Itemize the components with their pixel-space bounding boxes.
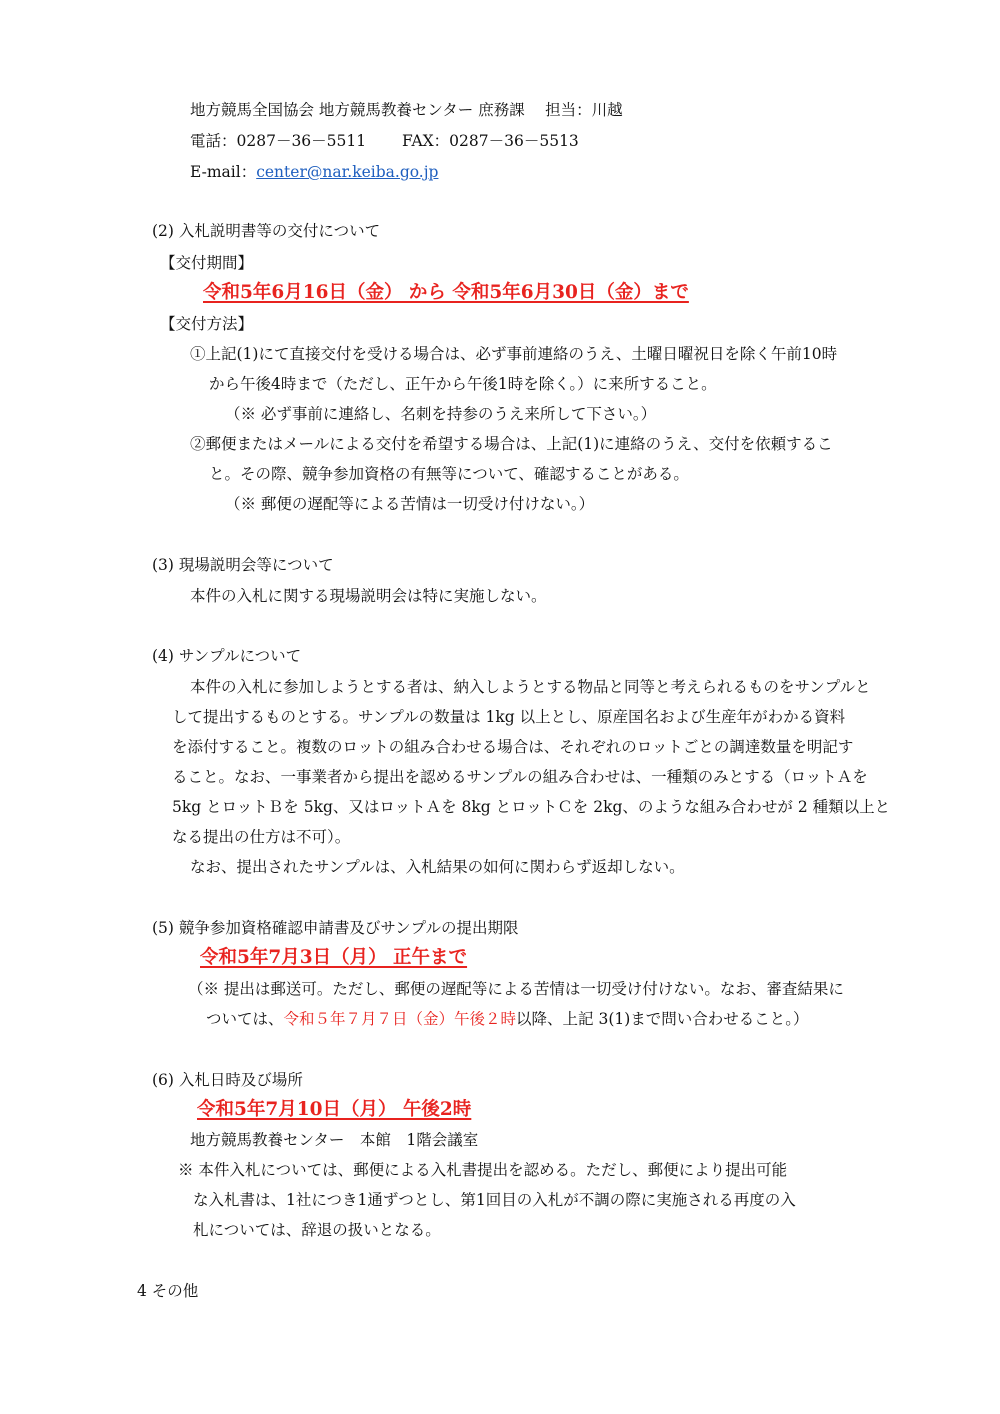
- email-label: E-mail：: [190, 163, 257, 181]
- issue-period-dates: 令和5年6月16日（金） から 令和5年6月30日（金）まで: [203, 282, 689, 303]
- method-1-note: （※ 必ず事前に連絡し、名刺を持参のうえ来所して下さい。）: [225, 405, 657, 423]
- note-suffix: 以降、上記 3(1)まで問い合わせること。）: [516, 1010, 809, 1028]
- section-4-line-4: ること。なお、一事業者から提出を認めるサンプルの組み合わせは、一種類のみとする（ロットＡを: [172, 768, 868, 786]
- section-3-heading: (3) 現場説明会等について: [152, 556, 334, 574]
- email-link[interactable]: center@nar.keiba.go.jp: [256, 163, 439, 181]
- bid-place: 地方競馬教養センター 本館 1階会議室: [190, 1131, 479, 1149]
- section-4-line-6: なる提出の仕方は不可）。: [172, 828, 351, 846]
- section-4-line-7: なお、提出されたサンプルは、入札結果の如何に関わらず返却しない。: [190, 858, 685, 876]
- method-1-line-1: ①上記(1)にて直接交付を受ける場合は、必ず事前連絡のうえ、土曜日曜祝日を除く午前10時: [190, 345, 838, 363]
- section-5-note-line-2: [206, 1009, 809, 1029]
- note-prefix: ついては、: [206, 1010, 284, 1028]
- submission-deadline: 令和5年7月3日（月） 正午まで: [200, 947, 468, 968]
- section-2-heading: (2) 入札説明書等の交付について: [152, 222, 381, 240]
- section-5-heading: (5) 競争参加資格確認申請書及びサンプルの提出期限: [152, 919, 519, 937]
- section-4-heading: (4) サンプルについて: [152, 647, 302, 665]
- issue-period-label: 【交付期間】: [160, 254, 254, 272]
- review-result-date: 令和５年７月７日（金）午後２時: [283, 1010, 517, 1028]
- section-3-body: 本件の入札に関する現場説明会は特に実施しない。: [190, 587, 547, 605]
- method-2-line-1: ②郵便またはメールによる交付を希望する場合は、上記(1)に連絡のうえ、交付を依頼するこ: [190, 435, 833, 453]
- contact-organization: 地方競馬全国協会 地方競馬教養センター 庶務課 担当：川越: [190, 101, 623, 119]
- section-5-note-line-1: （※ 提出は郵送可。ただし、郵便の遅配等による苦情は一切受け付けない。なお、審査結果に: [188, 980, 844, 998]
- section-6-heading: (6) 入札日時及び場所: [152, 1071, 303, 1089]
- section-other-heading: 4 その他: [137, 1282, 199, 1300]
- section-4-line-3: を添付すること。複数のロットの組み合わせる場合は、それぞれのロットごとの調達数量を明記す: [172, 738, 854, 756]
- method-2-note: （※ 郵便の遅配等による苦情は一切受け付けない。）: [225, 495, 595, 513]
- section-6-note-line-2: な入札書は、1社につき1通ずつとし、第1回目の入札が不調の際に実施される再度の入: [193, 1191, 796, 1209]
- bid-datetime: 令和5年7月10日（月） 午後2時: [197, 1099, 472, 1120]
- contact-email-line: [190, 162, 438, 182]
- section-4-line-5: 5kg とロットＢを 5kg、又はロットＡを 8kg とロットＣを 2kg、のような組み合わせが 2 種類以上と: [172, 798, 891, 816]
- section-6-note-line-3: 札については、辞退の扱いとなる。: [193, 1221, 441, 1239]
- section-4-line-2: して提出するものとする。サンプルの数量は 1kg 以上とし、原産国名および生産年がわかる資料: [172, 708, 846, 726]
- issue-method-label: 【交付方法】: [160, 315, 254, 333]
- method-2-line-2: と。その際、競争参加資格の有無等について、確認することがある。: [209, 465, 689, 483]
- section-4-line-1: 本件の入札に参加しようとする者は、納入しようとする物品と同等と考えられるものをサンプルと: [190, 678, 871, 696]
- section-6-note-line-1: ※ 本件入札については、郵便による入札書提出を認める。ただし、郵便により提出可能: [178, 1161, 788, 1179]
- method-1-line-2: から午後4時まで（ただし、正午から午後1時を除く。）に来所すること。: [209, 375, 717, 393]
- contact-phone-fax: 電話：0287－36－5511 FAX：0287－36－5513: [190, 132, 579, 150]
